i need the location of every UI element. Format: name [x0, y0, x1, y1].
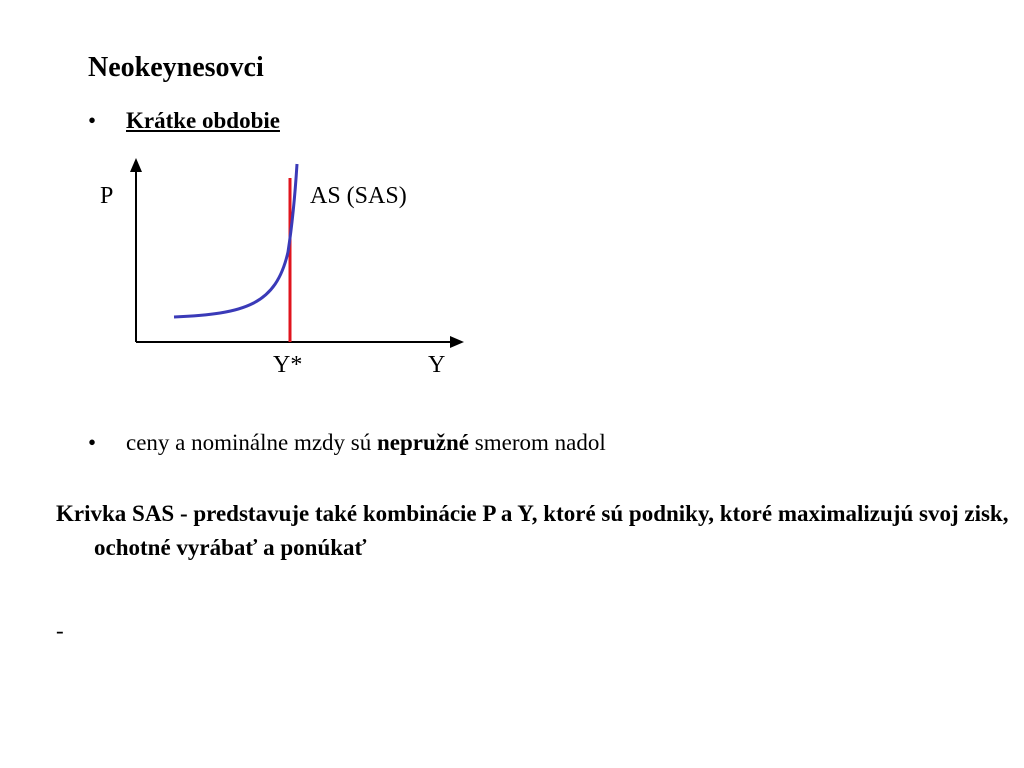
potential-output-label: Y*	[273, 352, 303, 378]
sas-definition-paragraph: Krivka SAS - predstavuje také kombinácie P a Y, ktoré sú podniky, ktoré maximalizujú svoj zisk, ochotné vyrábať a ponúkať	[56, 501, 1009, 560]
bullet-marker: •	[88, 108, 97, 133]
bullet-marker: •	[88, 430, 97, 455]
slide-title: Neokeynesovci	[88, 52, 264, 83]
bullet-short-term-text: Krátke obdobie	[126, 108, 280, 133]
x-axis-label: Y	[428, 352, 446, 378]
bullet-sticky-prices-text-end: smerom nadol	[469, 430, 606, 455]
bullet-short-term	[88, 108, 280, 134]
as-curve	[174, 164, 297, 317]
y-axis-arrow	[130, 158, 142, 172]
x-axis-arrow	[450, 336, 464, 348]
bullet-sticky-prices-text-start: ceny a nominálne mzdy sú	[126, 430, 378, 455]
curve-label: AS (SAS)	[310, 183, 407, 209]
bullet-sticky-prices	[88, 430, 606, 456]
bullet-sticky-prices-emphasis: nepružné	[377, 430, 470, 455]
y-axis-label: P	[100, 183, 114, 209]
trailing-dash: -	[56, 618, 64, 643]
